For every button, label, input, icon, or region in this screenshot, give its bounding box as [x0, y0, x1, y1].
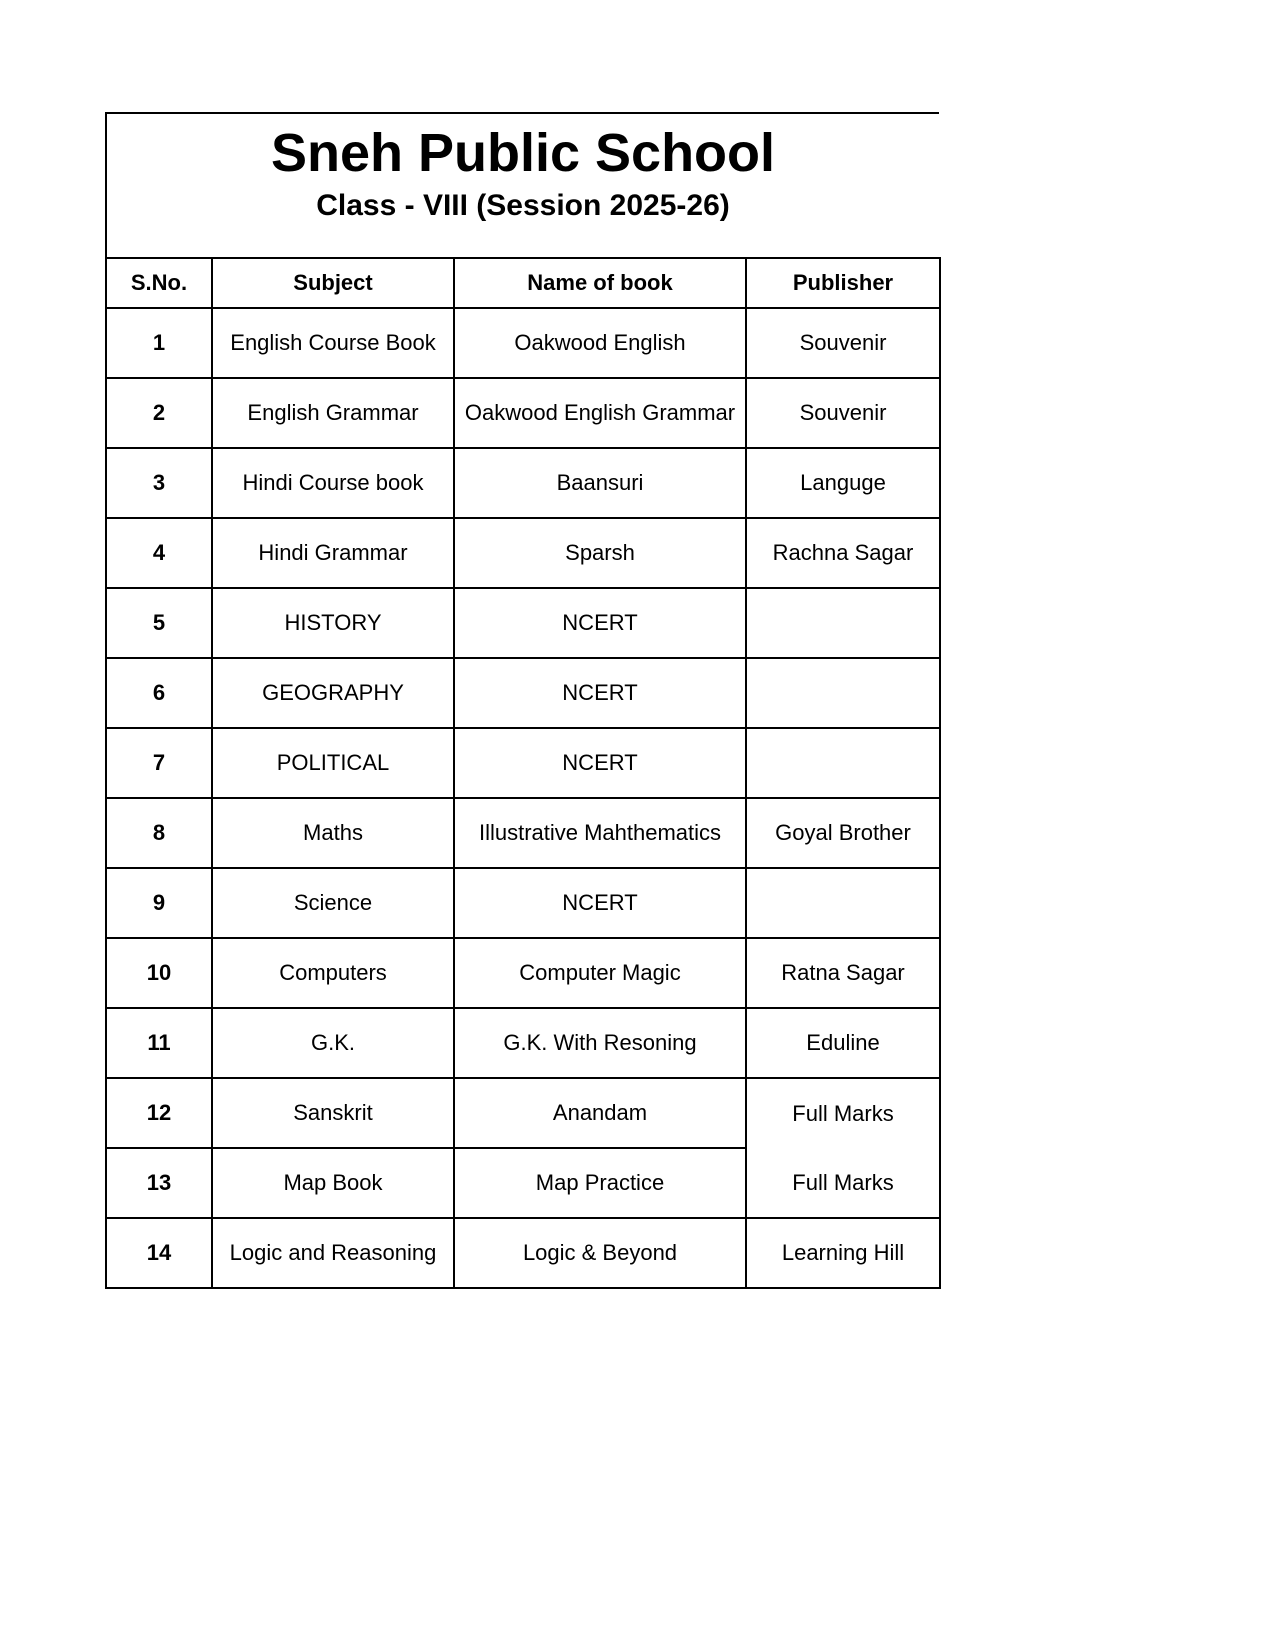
cell-book: NCERT: [454, 658, 746, 728]
cell-sno: 11: [106, 1008, 212, 1078]
table-row: [106, 658, 940, 728]
cell-subject: POLITICAL: [212, 728, 454, 798]
school-name: Sneh Public School: [270, 123, 776, 183]
class-session: Class - VIII (Session 2025-26): [316, 189, 730, 222]
cell-sno: 10: [106, 938, 212, 1008]
cell-book: Oakwood English: [454, 308, 746, 378]
cell-publisher: Goyal Brother: [746, 798, 940, 868]
cell-publisher: Souvenir: [746, 308, 940, 378]
book-list-table: [105, 257, 941, 1289]
table-header-row: [106, 258, 940, 308]
cell-book: Map Practice: [454, 1148, 746, 1218]
cell-sno: 9: [106, 868, 212, 938]
cell-publisher: [746, 658, 940, 728]
cell-sno: 14: [106, 1218, 212, 1288]
cell-sno: 6: [106, 658, 212, 728]
cell-subject: English Course Book: [212, 308, 454, 378]
cell-book: Baansuri: [454, 448, 746, 518]
table-row: [106, 308, 940, 378]
cell-sno: 4: [106, 518, 212, 588]
table-row: [106, 868, 940, 938]
cell-book: NCERT: [454, 728, 746, 798]
cell-publisher: [746, 868, 940, 938]
cell-subject: Logic and Reasoning: [212, 1218, 454, 1288]
cell-publisher: [746, 588, 940, 658]
cell-publisher: Languge: [746, 448, 940, 518]
cell-publisher: Full Marks: [746, 1148, 940, 1218]
table-row: [106, 938, 940, 1008]
cell-book: Anandam: [454, 1078, 746, 1148]
cell-publisher: Souvenir: [746, 378, 940, 448]
cell-sno: 7: [106, 728, 212, 798]
table-row: [106, 728, 940, 798]
cell-sno: 8: [106, 798, 212, 868]
column-header-subject: Subject: [212, 258, 454, 308]
table-row: [106, 1008, 940, 1078]
cell-subject: Computers: [212, 938, 454, 1008]
column-header-publisher: Publisher: [746, 258, 940, 308]
cell-book: Sparsh: [454, 518, 746, 588]
cell-sno: 13: [106, 1148, 212, 1218]
cell-subject: Map Book: [212, 1148, 454, 1218]
cell-subject: Maths: [212, 798, 454, 868]
cell-subject: Hindi Grammar: [212, 518, 454, 588]
cell-sno: 3: [106, 448, 212, 518]
cell-book: G.K. With Resoning: [454, 1008, 746, 1078]
book-list-sheet: [105, 112, 939, 1289]
column-header-sno: S.No.: [106, 258, 212, 308]
cell-subject: HISTORY: [212, 588, 454, 658]
table-row: [106, 588, 940, 658]
cell-publisher: Rachna Sagar: [746, 518, 940, 588]
cell-subject: G.K.: [212, 1008, 454, 1078]
cell-publisher: Ratna Sagar: [746, 938, 940, 1008]
cell-sno: 2: [106, 378, 212, 448]
cell-book: NCERT: [454, 868, 746, 938]
cell-subject: English Grammar: [212, 378, 454, 448]
cell-book: Oakwood English Grammar: [454, 378, 746, 448]
column-header-book: Name of book: [454, 258, 746, 308]
cell-subject: GEOGRAPHY: [212, 658, 454, 728]
cell-sno: 12: [106, 1078, 212, 1148]
cell-book: Illustrative Mahthematics: [454, 798, 746, 868]
table-row: [106, 798, 940, 868]
cell-publisher: Learning Hill: [746, 1218, 940, 1288]
table-row: [106, 378, 940, 448]
sheet-header: [105, 112, 939, 257]
cell-subject: Sanskrit: [212, 1078, 454, 1148]
cell-publisher: Eduline: [746, 1008, 940, 1078]
cell-sno: 5: [106, 588, 212, 658]
cell-sno: 1: [106, 308, 212, 378]
cell-book: Computer Magic: [454, 938, 746, 1008]
cell-subject: Science: [212, 868, 454, 938]
table-row: [106, 1148, 940, 1218]
table-row: [106, 518, 940, 588]
table-row: [106, 1218, 940, 1288]
cell-publisher: Full Marks: [746, 1078, 940, 1148]
cell-book: NCERT: [454, 588, 746, 658]
cell-subject: Hindi Course book: [212, 448, 454, 518]
cell-publisher: [746, 728, 940, 798]
table-row: [106, 448, 940, 518]
cell-book: Logic & Beyond: [454, 1218, 746, 1288]
table-row: [106, 1078, 940, 1148]
